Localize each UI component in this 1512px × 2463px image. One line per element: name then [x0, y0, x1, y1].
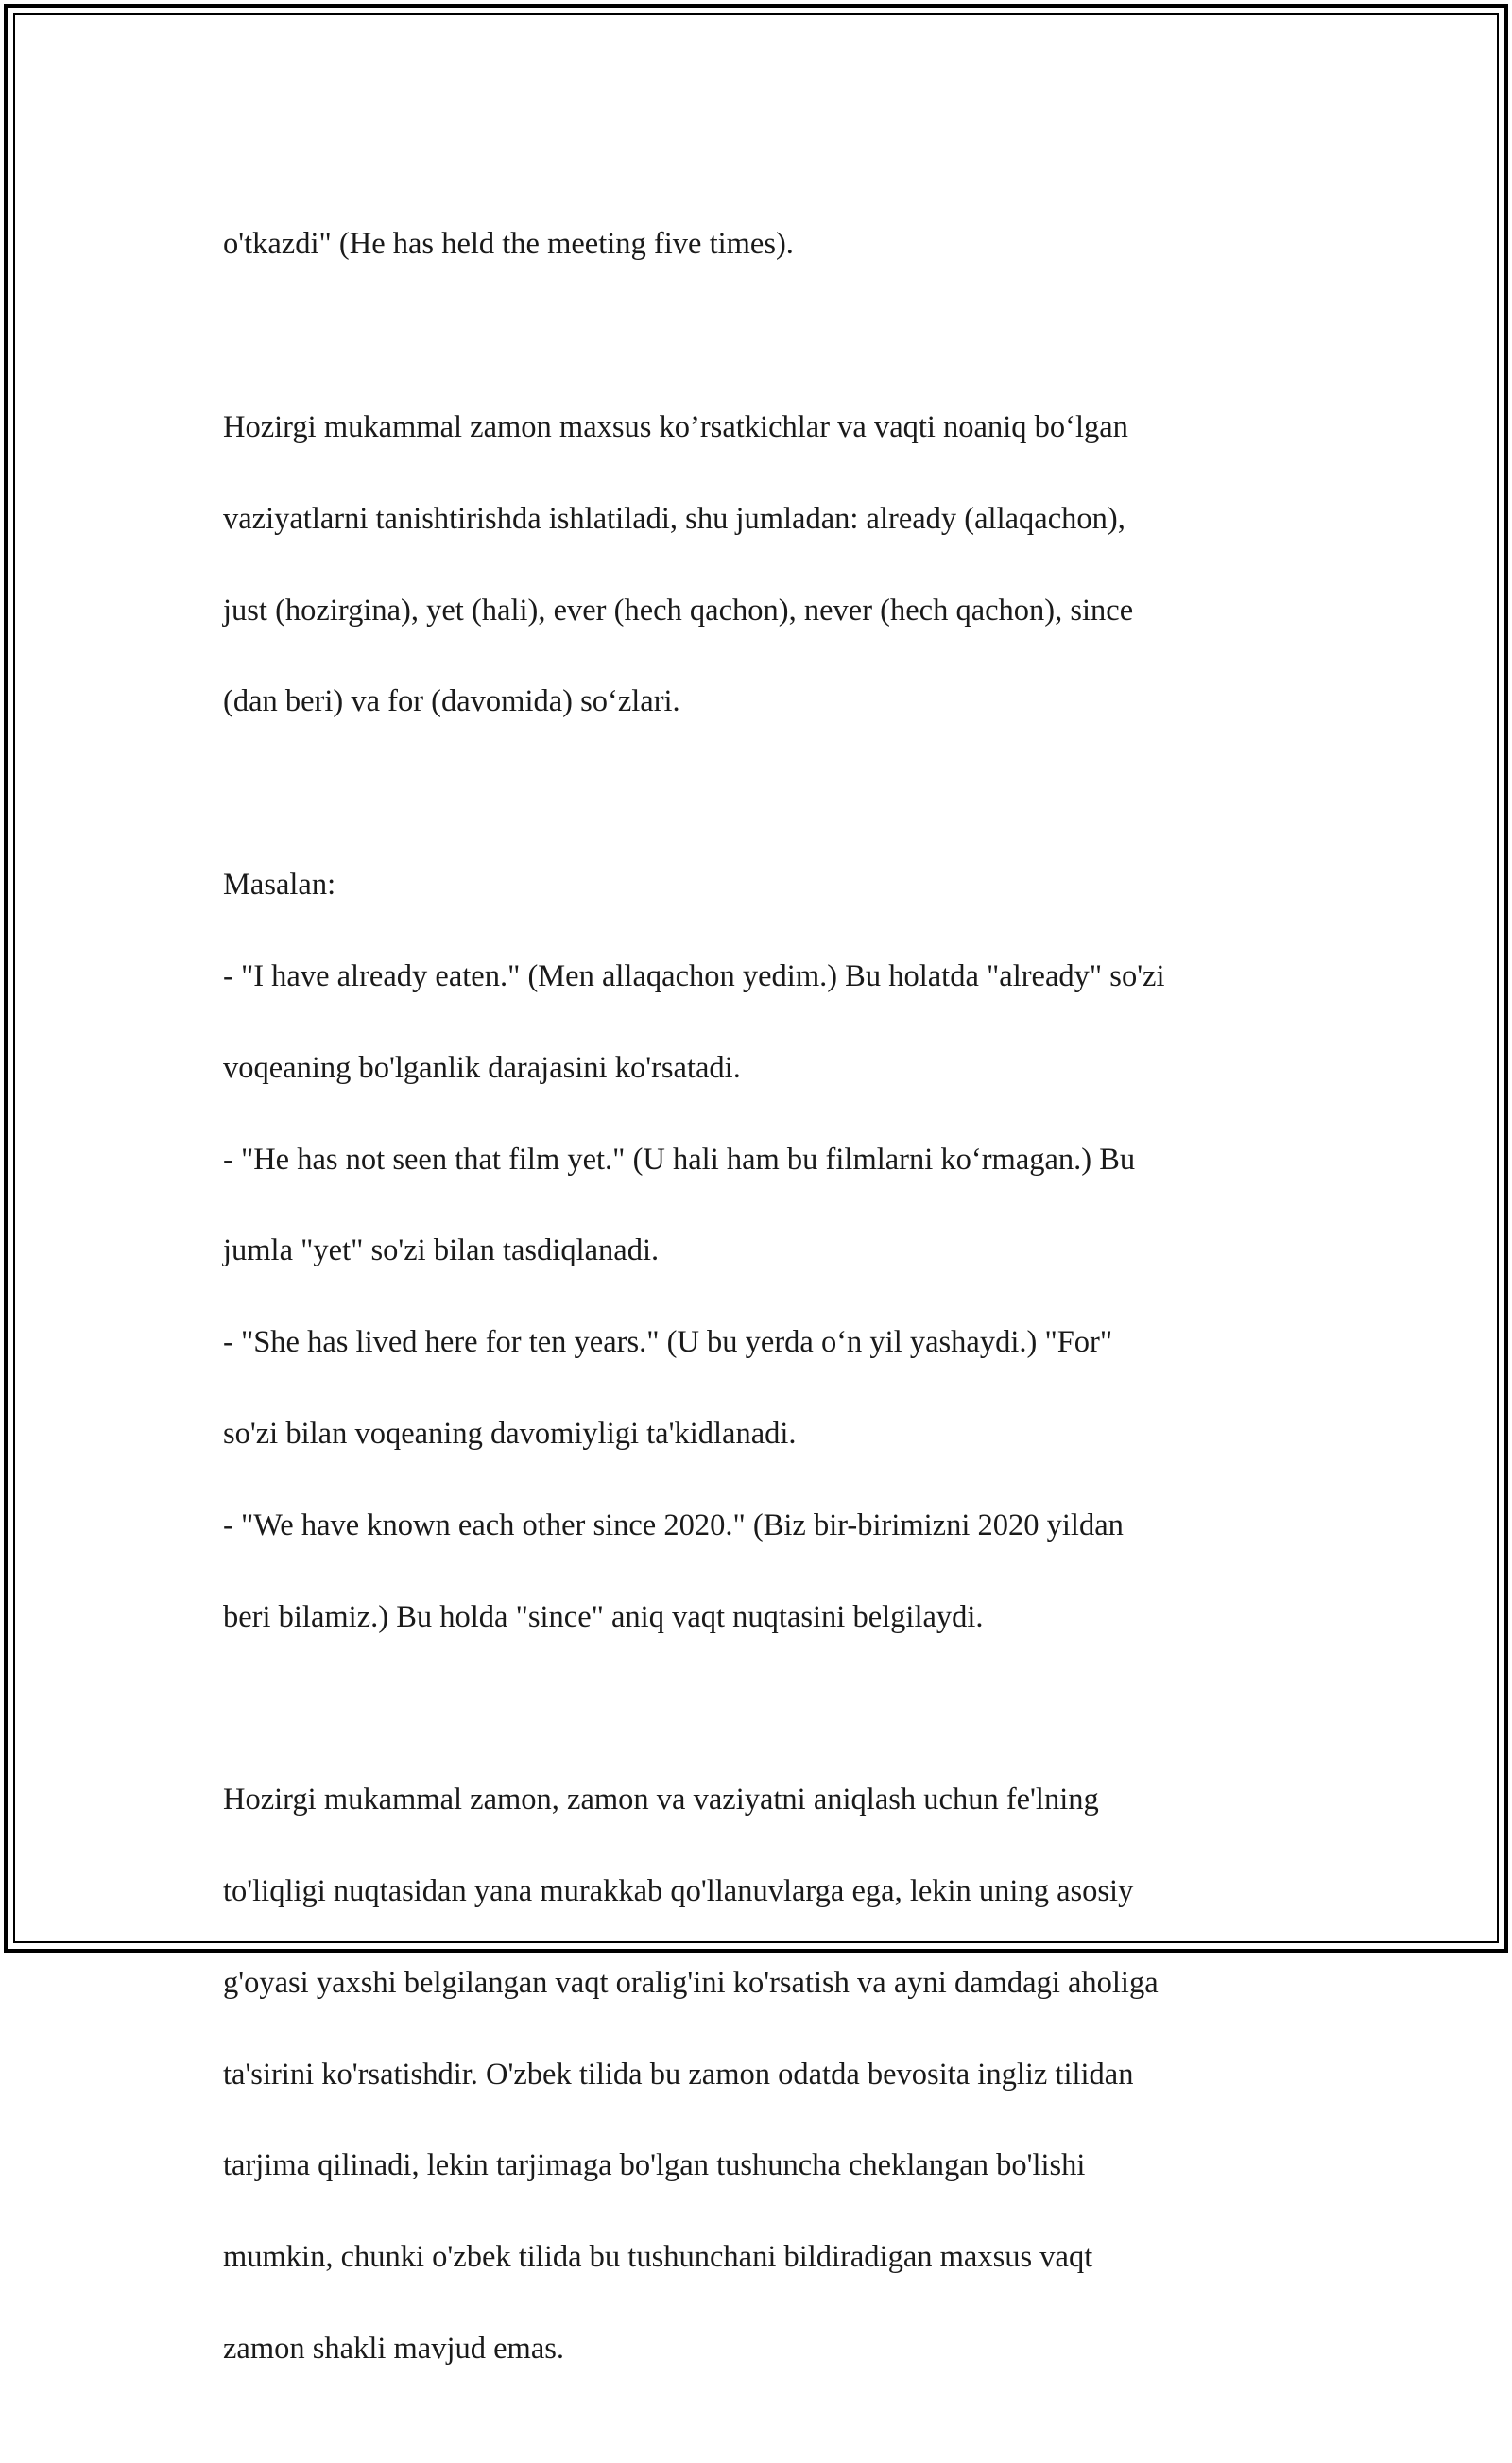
text-line: - "She has lived here for ten years." (U bu yerda o‘n yil yashaydi.) "For"	[223, 1325, 1113, 1360]
page-body-text	[223, 176, 1310, 2463]
text-line: Masalan:	[223, 868, 336, 903]
text-line: just (hozirgina), yet (hali), ever (hech qachon), never (hech qachon), since	[223, 593, 1134, 628]
text-line: Hozirgi mukammal zamon, zamon va vaziyatni aniqlash uchun fe'lning	[223, 1783, 1099, 1817]
text-line: - "We have known each other since 2020." (Biz bir-birimizni 2020 yildan	[223, 1507, 1124, 1542]
paragraph	[223, 359, 1310, 771]
text-line: ta'sirini ko'rsatishdir. O'zbek tilida bu zamon odatda bevosita ingliz tilidan	[223, 2057, 1134, 2092]
text-line: jumla "yet" so'zi bilan tasdiqlanadi.	[223, 1233, 660, 1268]
text-line: so'zi bilan voqeaning davomiyligi ta'kidlanadi.	[223, 1416, 797, 1451]
text-line: (dan beri) va for (davomida) so‘zlari.	[223, 684, 680, 719]
text-line: - "He has not seen that film yet." (U hali ham bu filmlarni ko‘rmagan.) Bu	[223, 1142, 1136, 1177]
text-line: voqeaning bo'lganlik darajasini ko'rsatadi.	[223, 1050, 741, 1085]
text-line: tarjima qilinadi, lekin tarjimaga bo'lgan tushuncha cheklangan bo'lishi	[223, 2148, 1086, 2183]
text-line: g'oyasi yaxshi belgilangan vaqt oralig'ini ko'rsatish va ayni damdagi aholiga	[223, 1965, 1159, 2000]
text-line: o'tkazdi" (He has held the meeting five times).	[223, 227, 794, 262]
text-line: mumkin, chunki o'zbek tilida bu tushunchani bildiradigan maxsus vaqt	[223, 2240, 1093, 2275]
text-line: vaziyatlarni tanishtirishda ishlatiladi, shu jumladan: already (allaqachon),	[223, 501, 1125, 536]
text-line: to'liqligi nuqtasidan yana murakkab qo'llanuvlarga ega, lekin uning asosiy	[223, 1873, 1134, 1908]
paragraph	[223, 1731, 1310, 2418]
text-line: zamon shakli mavjud emas.	[223, 2332, 565, 2367]
text-line: Hozirgi mukammal zamon maxsus ko’rsatkichlar va vaqti noaniq bo‘lgan	[223, 410, 1128, 445]
paragraph	[223, 176, 1310, 313]
text-line: - "I have already eaten." (Men allaqachon yedim.) Bu holatda "already" so'zi	[223, 958, 1165, 993]
text-line: beri bilamiz.) Bu holda "since" aniq vaqt nuqtasini belgilaydi.	[223, 1599, 984, 1634]
paragraph	[223, 817, 1310, 1686]
